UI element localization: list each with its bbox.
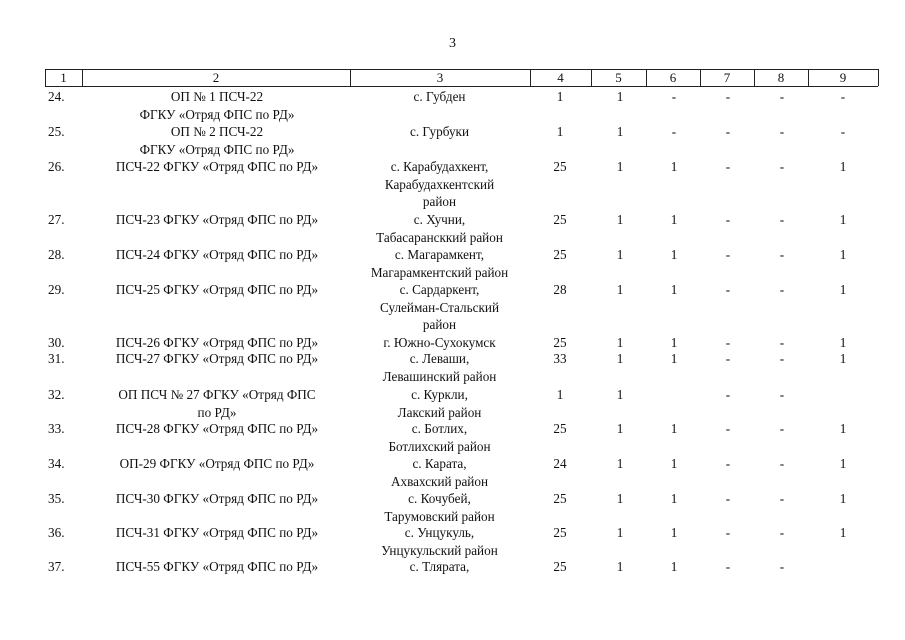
col-6-value: 1 <box>670 525 678 540</box>
location-line: с. Унцукуль, <box>404 525 475 540</box>
col-8-value: - <box>779 335 785 350</box>
location <box>352 123 527 141</box>
unit-name-line: ПСЧ-22 ФГКУ «Отряд ФПС по РД» <box>115 159 319 174</box>
col-4-value: 25 <box>553 491 567 506</box>
row-number: 36. <box>48 525 65 540</box>
col-8-value: - <box>779 247 785 262</box>
col-6-value: - <box>671 124 677 139</box>
col-9-value: - <box>840 89 846 104</box>
location-line: Унцукульский район <box>381 542 498 558</box>
col-9-value: 1 <box>839 282 847 297</box>
location-line: Магарамкентский район <box>370 264 509 280</box>
col-7-value: - <box>725 212 731 227</box>
row-number: 28. <box>48 247 65 262</box>
col-5-value: 1 <box>616 387 624 402</box>
col-7-value: - <box>725 421 731 436</box>
unit-name <box>86 455 348 473</box>
unit-name-line: ПСЧ-30 ФГКУ «Отряд ФПС по РД» <box>115 491 319 506</box>
col-4-value: 24 <box>553 456 567 471</box>
col-7-value: - <box>725 89 731 104</box>
unit-name-line: ПСЧ-55 ФГКУ «Отряд ФПС по РД» <box>115 559 319 574</box>
unit-name-line: ПСЧ-27 ФГКУ «Отряд ФПС по РД» <box>115 351 319 366</box>
col-8-value: - <box>779 421 785 436</box>
row-number: 31. <box>48 351 65 366</box>
location <box>352 386 527 421</box>
location-line: Левашинский район <box>382 368 497 384</box>
row-number: 32. <box>48 387 65 402</box>
col-5-value: 1 <box>616 124 624 139</box>
col-4-value: 25 <box>553 421 567 436</box>
col-4-value: 28 <box>553 282 567 297</box>
location-line: Ахвахский район <box>390 473 489 489</box>
unit-name-line: ПСЧ-23 ФГКУ «Отряд ФПС по РД» <box>115 212 319 227</box>
col-5-value: 1 <box>616 421 624 436</box>
col-6-value: 1 <box>670 456 678 471</box>
col-6-value: 1 <box>670 559 678 574</box>
row-number: 30. <box>48 335 65 350</box>
header-divider <box>878 69 879 86</box>
col-8-value: - <box>779 124 785 139</box>
col-5-value: 1 <box>616 247 624 262</box>
column-header: 3 <box>436 70 444 85</box>
col-4-value: 25 <box>553 525 567 540</box>
header-bottom-rule <box>45 86 878 87</box>
unit-name <box>86 88 348 123</box>
col-4-value: 1 <box>556 89 564 104</box>
unit-name <box>86 211 348 229</box>
location <box>352 281 527 334</box>
column-header: 1 <box>60 70 67 85</box>
col-6-value: - <box>671 89 677 104</box>
unit-name <box>86 281 348 299</box>
location <box>352 455 527 490</box>
location <box>352 490 527 525</box>
col-6-value: 1 <box>670 335 678 350</box>
unit-name-line: ОП ПСЧ № 27 ФГКУ «Отряд ФПС <box>118 387 316 402</box>
col-7-value: - <box>725 335 731 350</box>
column-header: 2 <box>212 70 220 85</box>
col-6-value: 1 <box>670 159 678 174</box>
unit-name <box>86 334 348 352</box>
row-number: 35. <box>48 491 65 506</box>
location-line: Тарумовский район <box>384 508 495 524</box>
location <box>352 558 527 576</box>
unit-name-line: ОП-29 ФГКУ «Отряд ФПС по РД» <box>119 456 315 471</box>
col-5-value: 1 <box>616 456 624 471</box>
col-6-value: 1 <box>670 421 678 436</box>
unit-name <box>86 158 348 176</box>
col-7-value: - <box>725 559 731 574</box>
col-4-value: 25 <box>553 247 567 262</box>
location <box>352 88 527 106</box>
location-line: с. Гурбуки <box>409 124 470 139</box>
col-5-value: 1 <box>616 335 624 350</box>
col-4-value: 25 <box>553 212 567 227</box>
col-8-value: - <box>779 525 785 540</box>
col-8-value: - <box>779 387 785 402</box>
column-header: 4 <box>557 70 564 85</box>
row-number: 26. <box>48 159 65 174</box>
col-8-value: - <box>779 282 785 297</box>
location-line: район <box>422 194 457 209</box>
col-7-value: - <box>725 351 731 366</box>
unit-name-line: ПСЧ-24 ФГКУ «Отряд ФПС по РД» <box>115 247 319 262</box>
row-number: 25. <box>48 124 65 139</box>
col-4-value: 1 <box>556 124 564 139</box>
col-9-value: 1 <box>839 212 847 227</box>
unit-name-line: ОП № 1 ПСЧ-22 <box>170 89 264 104</box>
col-4-value: 25 <box>553 559 567 574</box>
col-5-value: 1 <box>616 159 624 174</box>
col-9-value: 1 <box>839 159 847 174</box>
col-7-value: - <box>725 247 731 262</box>
col-5-value: 1 <box>616 212 624 227</box>
location-line: с. Куркли, <box>411 387 468 402</box>
location <box>352 350 527 385</box>
col-8-value: - <box>779 159 785 174</box>
col-8-value: - <box>779 456 785 471</box>
col-5-value: 1 <box>616 351 624 366</box>
unit-name <box>86 524 348 542</box>
col-9-value: 1 <box>839 335 847 350</box>
unit-name-line: ФГКУ «Отряд ФПС по РД» <box>139 141 295 157</box>
unit-name <box>86 386 348 421</box>
unit-name <box>86 123 348 158</box>
column-header: 8 <box>777 70 785 85</box>
col-4-value: 1 <box>556 387 564 402</box>
col-6-value: 1 <box>670 247 678 262</box>
location-line: с. Леваши, <box>409 351 470 366</box>
column-header: 5 <box>615 70 622 85</box>
location <box>352 211 527 246</box>
row-number: 27. <box>48 212 65 227</box>
unit-name <box>86 490 348 508</box>
location-line: с. Магарамкент, <box>394 247 485 262</box>
column-header: 7 <box>723 70 731 85</box>
unit-name-line: ПСЧ-25 ФГКУ «Отряд ФПС по РД» <box>115 282 319 297</box>
column-header: 9 <box>839 70 847 85</box>
col-8-value: - <box>779 351 785 366</box>
unit-name-line: ФГКУ «Отряд ФПС по РД» <box>139 106 295 122</box>
col-4-value: 33 <box>553 351 567 366</box>
col-7-value: - <box>725 491 731 506</box>
col-9-value: 1 <box>839 247 847 262</box>
col-5-value: 1 <box>616 491 624 506</box>
location-line: г. Южно-Сухокумск <box>383 335 496 350</box>
col-8-value: - <box>779 491 785 506</box>
location-line: с. Карабудахкент, <box>390 159 489 174</box>
row-number: 34. <box>48 456 65 471</box>
unit-name <box>86 420 348 438</box>
col-6-value: 1 <box>670 491 678 506</box>
col-9-value: - <box>840 124 846 139</box>
col-9-value: 1 <box>839 491 847 506</box>
unit-name-line: ПСЧ-31 ФГКУ «Отряд ФПС по РД» <box>115 525 319 540</box>
unit-name-line: по РД» <box>197 404 237 420</box>
column-header: 6 <box>669 70 677 85</box>
col-9-value: 1 <box>839 421 847 436</box>
col-5-value: 1 <box>616 525 624 540</box>
col-4-value: 25 <box>553 335 567 350</box>
col-6-value: 1 <box>670 282 678 297</box>
location-line: с. Сардаркент, <box>399 282 480 297</box>
location <box>352 420 527 455</box>
location-line: с. Карата, <box>412 456 467 471</box>
col-5-value: 1 <box>616 282 624 297</box>
col-9-value: 1 <box>839 525 847 540</box>
col-8-value: - <box>779 559 785 574</box>
unit-name-line: ОП № 2 ПСЧ-22 <box>170 124 264 139</box>
col-8-value: - <box>779 89 785 104</box>
col-7-value: - <box>725 159 731 174</box>
unit-name <box>86 558 348 576</box>
location <box>352 158 527 211</box>
col-7-value: - <box>725 456 731 471</box>
unit-name-line: ПСЧ-26 ФГКУ «Отряд ФПС по РД» <box>115 335 319 350</box>
col-9-value: 1 <box>839 456 847 471</box>
col-5-value: 1 <box>616 89 624 104</box>
location-line: Карабудахкентский <box>384 176 495 192</box>
row-number: 37. <box>48 559 65 574</box>
location-line: Сулейман-Стальский <box>379 299 499 315</box>
page-number: 3 <box>449 36 456 51</box>
location-line: с. Кочубей, <box>408 491 471 506</box>
row-number: 24. <box>48 89 65 104</box>
location <box>352 246 527 281</box>
col-6-value: 1 <box>670 212 678 227</box>
col-6-value: 1 <box>670 351 678 366</box>
location-line: с. Губден <box>413 89 466 104</box>
location-line: Ботлихский район <box>388 438 491 454</box>
col-8-value: - <box>779 212 785 227</box>
col-7-value: - <box>725 124 731 139</box>
unit-name <box>86 350 348 368</box>
location-line: с. Хучни, <box>413 212 466 227</box>
col-7-value: - <box>725 387 731 402</box>
col-5-value: 1 <box>616 559 624 574</box>
unit-name <box>86 246 348 264</box>
row-number: 29. <box>48 282 65 297</box>
location-line: с. Ботлих, <box>411 421 468 436</box>
location <box>352 334 527 352</box>
location-line: район <box>422 317 457 332</box>
location-line: Лакский район <box>397 404 482 420</box>
col-9-value: 1 <box>839 351 847 366</box>
row-number: 33. <box>48 421 65 436</box>
unit-name-line: ПСЧ-28 ФГКУ «Отряд ФПС по РД» <box>115 421 319 436</box>
location-line: Табасарансккий район <box>376 229 503 245</box>
col-7-value: - <box>725 282 731 297</box>
col-4-value: 25 <box>553 159 567 174</box>
location <box>352 524 527 559</box>
location-line: с. Тлярата, <box>409 559 470 574</box>
col-7-value: - <box>725 525 731 540</box>
